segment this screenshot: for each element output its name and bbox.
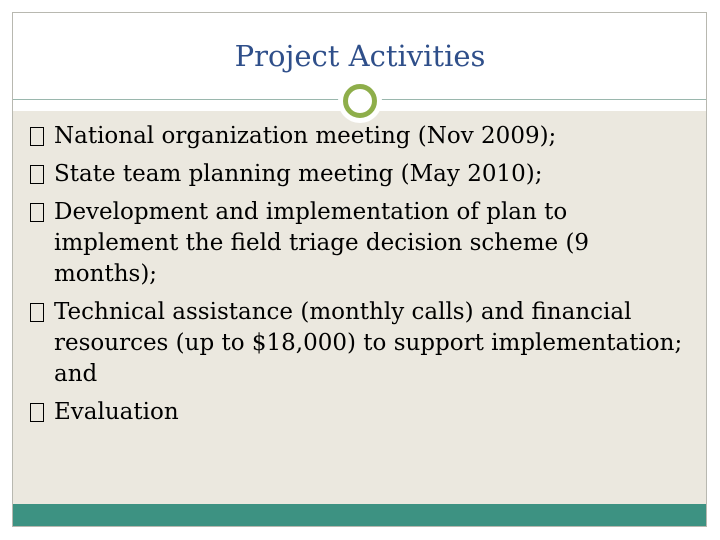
square-box-icon [30, 303, 44, 322]
bullet-list [30, 121, 690, 435]
bullet-item [30, 297, 690, 390]
bullet-text: State team planning meeting (May 2010); [54, 161, 543, 187]
slide-title: Project Activities [234, 39, 486, 73]
ring-icon [343, 84, 377, 118]
square-box-icon [30, 403, 44, 422]
bullet-text: Development and implementation of plan to implement the field triage decision scheme (9 months); [54, 199, 590, 287]
bullet-item [30, 159, 690, 190]
bullet-item [30, 197, 690, 290]
bullet-text: Evaluation [54, 399, 179, 425]
bullet-text: National organization meeting (Nov 2009); [54, 123, 557, 149]
bullet-item [30, 121, 690, 152]
square-box-icon [30, 127, 44, 146]
square-box-icon [30, 203, 44, 222]
square-box-icon [30, 165, 44, 184]
bullet-item [30, 397, 690, 428]
footer-band [13, 504, 706, 526]
bullet-text: Technical assistance (monthly calls) and financial resources (up to $18,000) to support implementation; and [54, 299, 683, 387]
circle-ornament-icon [338, 79, 382, 123]
